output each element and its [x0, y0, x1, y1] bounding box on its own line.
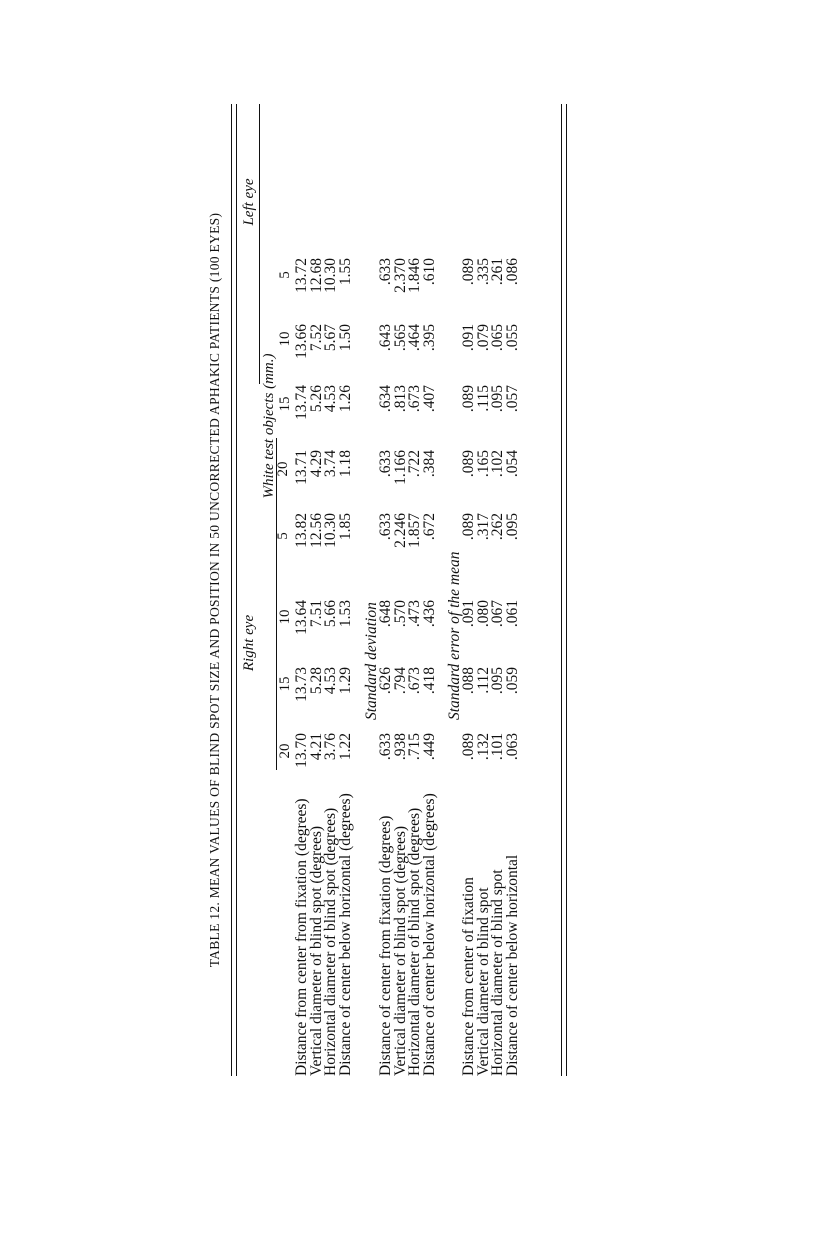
column-header-7: 5 — [277, 271, 293, 279]
table-cell: .794 — [391, 667, 409, 695]
table-cell: 13.71 — [293, 450, 310, 485]
table-cell: 13.64 — [293, 600, 310, 635]
table-cell: 13.73 — [293, 667, 310, 702]
table-cell: .086 — [503, 258, 521, 286]
table-cell: .089 — [460, 258, 477, 286]
table-cell: .059 — [503, 667, 521, 695]
table-cell: 1.846 — [406, 258, 424, 293]
row-label: Horizontal diameter of blind spot (degrees) — [406, 807, 424, 1076]
table-cell: .091 — [460, 600, 477, 628]
table-cell: .648 — [377, 600, 394, 628]
section-title-2: Standard error of the mean — [446, 551, 463, 720]
table-cell: .335 — [474, 258, 492, 286]
table-cell: .095 — [489, 667, 507, 695]
table-cell: 12.68 — [307, 258, 325, 293]
row-label: Vertical diameter of blind spot (degrees) — [307, 825, 325, 1076]
row-label: Distance of center below horizontal (degrees) — [420, 793, 438, 1076]
table-cell: .112 — [474, 667, 492, 694]
table-cell: 1.18 — [336, 450, 354, 478]
row-label: Distance of center below horizontal (degrees) — [336, 793, 354, 1076]
table-cell: .101 — [489, 733, 507, 761]
table-cell: .262 — [489, 513, 507, 541]
table-cell: .673 — [406, 667, 424, 695]
column-header-2: 10 — [277, 609, 293, 625]
table-cell: 7.52 — [307, 324, 325, 352]
table-cell: .088 — [460, 667, 477, 695]
table-cell: .643 — [377, 324, 394, 352]
table-cell: .079 — [474, 324, 492, 352]
row-label: Distance from center from fixation (degrees) — [293, 798, 310, 1076]
table-cell: 5.66 — [322, 600, 340, 628]
table-cell: .633 — [377, 258, 394, 286]
column-header-1: 15 — [277, 676, 293, 692]
table-cell: .722 — [406, 450, 424, 478]
column-header-0: 20 — [277, 743, 293, 759]
table-cell: .089 — [460, 450, 477, 478]
table-cell: 4.29 — [307, 450, 325, 478]
table-cell: .102 — [489, 450, 507, 478]
row-label: Vertical diameter of blind spot — [474, 887, 492, 1076]
white-test-objects-header: White test objects (mm.) — [261, 353, 277, 499]
table-cell: .633 — [377, 450, 394, 478]
table-cell: .065 — [489, 324, 507, 352]
table-cell: 13.72 — [293, 258, 310, 293]
section-title-1: Standard deviation — [363, 602, 380, 720]
table-cell: .080 — [474, 600, 492, 628]
table-cell: .317 — [474, 513, 492, 541]
rotated-table-page — [207, 104, 597, 1076]
table-cell: .633 — [377, 733, 394, 761]
table-caption: TABLE 12. MEAN VALUES OF BLIND SPOT SIZE AND POSITION IN 50 UNCORRECTED APHAKIC PATIENTS (100 EYES) — [207, 212, 222, 968]
table-cell: 5.26 — [307, 385, 325, 413]
table-cell: .449 — [420, 733, 438, 761]
table-cell: .067 — [489, 600, 507, 628]
column-header-4: 20 — [275, 461, 291, 477]
column-header-5: 15 — [277, 396, 293, 412]
table-cell: .089 — [460, 513, 477, 541]
table-cell: 12.56 — [307, 513, 325, 548]
table-cell: .261 — [489, 258, 507, 286]
top-double-rule — [231, 104, 237, 1076]
table-cell: 5.28 — [307, 667, 325, 695]
table-cell: .938 — [391, 733, 409, 761]
table-cell: 13.74 — [293, 385, 310, 420]
table-cell: 1.55 — [336, 258, 354, 286]
table-cell: 13.66 — [293, 324, 310, 359]
table-cell: .089 — [460, 385, 477, 413]
table-cell: .115 — [474, 385, 492, 412]
table-cell: .565 — [391, 324, 409, 352]
table-cell: .055 — [503, 324, 521, 352]
table-cell: .610 — [420, 258, 438, 286]
table-cell: .436 — [420, 600, 438, 628]
row-label: Distance from center of fixation — [460, 877, 477, 1076]
row-label: Distance of center below horizontal — [503, 854, 521, 1076]
table-cell: 13.82 — [293, 513, 310, 548]
table-cell: .715 — [406, 733, 424, 761]
table-cell: .095 — [503, 513, 521, 541]
table-cell: 2.370 — [391, 258, 409, 293]
table-cell: .384 — [420, 450, 438, 478]
table-cell: .464 — [406, 324, 424, 352]
bottom-double-rule — [561, 104, 567, 1076]
row-label: Horizontal diameter of blind spot (degrees) — [322, 807, 340, 1076]
table-cell: 4.53 — [322, 667, 340, 695]
table-cell: 5.67 — [322, 324, 340, 352]
table-cell: .063 — [503, 733, 521, 761]
table-cell: 1.53 — [336, 600, 354, 628]
table-cell: 1.50 — [336, 324, 354, 352]
right-eye-header: Right eye — [241, 614, 257, 672]
table-cell: 1.22 — [336, 733, 354, 761]
row-label: Vertical diameter of blind spot (degrees) — [391, 825, 409, 1076]
table-cell: 3.74 — [322, 450, 340, 478]
column-header-3: 5 — [275, 532, 291, 540]
table-cell: .095 — [489, 385, 507, 413]
table-cell: 7.51 — [307, 600, 325, 628]
table-cell: .061 — [503, 600, 521, 628]
table-cell: .054 — [503, 450, 521, 478]
table-cell: .813 — [391, 385, 409, 413]
left-eye-underline — [259, 104, 260, 384]
left-eye-header: Left eye — [241, 178, 257, 226]
column-header-6: 10 — [277, 331, 293, 347]
row-label: Distance of center from fixation (degrees) — [377, 815, 394, 1076]
table-cell: .633 — [377, 513, 394, 541]
table-cell: .089 — [460, 733, 477, 761]
table-cell: .634 — [377, 385, 394, 413]
table-cell: .091 — [460, 324, 477, 352]
table-cell: 4.21 — [307, 733, 325, 761]
table-cell: 1.85 — [336, 513, 354, 541]
table-cell: .395 — [420, 324, 438, 352]
table-cell: .570 — [391, 600, 409, 628]
table-cell: .165 — [474, 450, 492, 478]
table-cell: 1.29 — [336, 667, 354, 695]
table-cell: 10.30 — [322, 258, 340, 293]
table-cell: 13.70 — [293, 733, 310, 768]
table-cell: .626 — [377, 667, 394, 695]
table-cell: .418 — [420, 667, 438, 695]
table-cell: .473 — [406, 600, 424, 628]
table-cell: 1.26 — [336, 385, 354, 413]
table-cell: 3.76 — [322, 733, 340, 761]
table-cell: .132 — [474, 733, 492, 761]
table-cell: .407 — [420, 385, 438, 413]
table-cell: 1.166 — [391, 450, 409, 485]
table-cell: .673 — [406, 385, 424, 413]
table-cell: .672 — [420, 513, 438, 541]
table-cell: 10.30 — [322, 513, 340, 548]
table-cell: 4.53 — [322, 385, 340, 413]
row-label: Horizontal diameter of blind spot — [489, 869, 507, 1076]
table-cell: 1.857 — [406, 513, 424, 548]
table-cell: 2.246 — [391, 513, 409, 548]
table-cell: .057 — [503, 385, 521, 413]
